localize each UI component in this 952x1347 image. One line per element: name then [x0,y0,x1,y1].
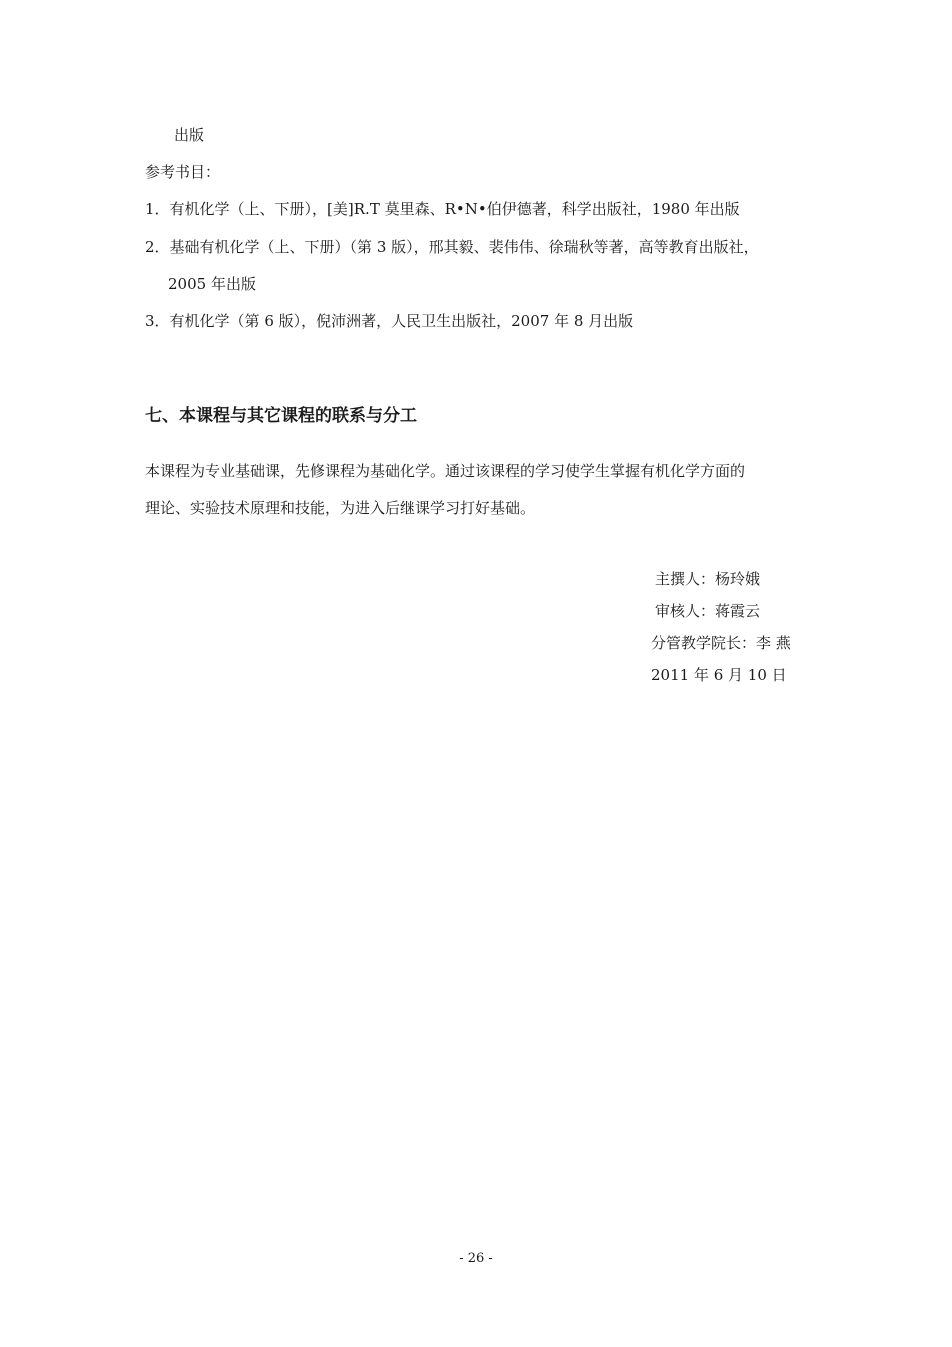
signature-date: 2011 年 6 月 10 日 [651,666,787,684]
section-7-paragraph-line-1: 本课程为专业基础课，先修课程为基础化学。通过该课程的学习使学生掌握有机化学方面的 [145,462,746,480]
reference-text: 基础有机化学（上、下册）（第 3 版），邢其毅、裴伟伟、徐瑞秋等著，高等教育出版社， [169,238,759,256]
references-title: 参考书目： [145,163,221,181]
reference-item-1 [145,199,740,219]
reference-text: 有机化学（第 6 版），倪沛洲著，人民卫生出版社，2007 年 8 月出版 [169,312,634,330]
reference-item-2 [145,237,759,257]
reference-item-2-continuation: 2005 年出版 [168,275,256,293]
reference-number: 1． [145,200,170,218]
signature-dean: 分管教学院长：李 燕 [651,634,791,652]
signature-reviewer: 审核人：蒋霞云 [655,602,761,620]
reference-item-3 [145,311,633,331]
reference-number: 2． [145,238,170,256]
reference-text: 有机化学（上、下册），[美]R.T 莫里森、R•N•伯伊德著，科学出版社，1980 年出版 [169,200,740,218]
signature-author: 主撰人：杨玲娥 [655,570,761,588]
section-7-heading: 七、本课程与其它课程的联系与分工 [145,406,417,426]
reference-number: 3． [145,312,170,330]
section-7-paragraph-line-2: 理论、实验技术原理和技能，为进入后继课学习打好基础。 [145,499,536,517]
page-number: - 26 - [459,1251,493,1266]
continuation-text: 出版 [174,126,205,144]
